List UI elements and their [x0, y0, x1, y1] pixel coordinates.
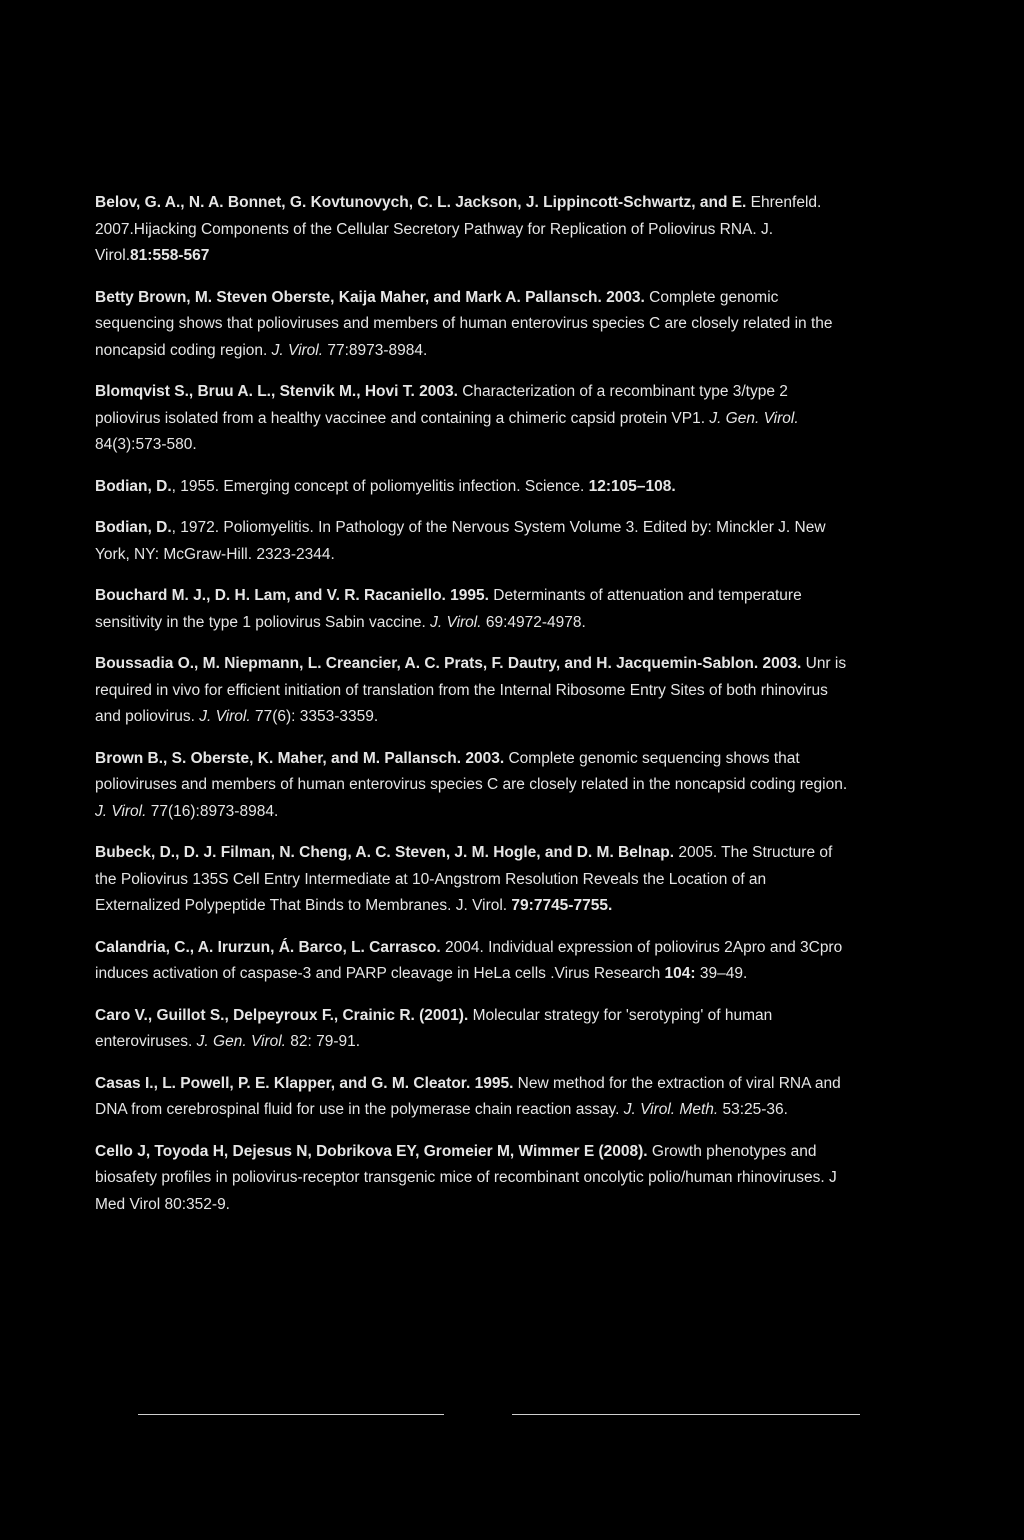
- reference-title: Complete genomic sequencing shows that polioviruses and members of human enterovirus species C are closely related in the noncapsid coding region.: [95, 288, 833, 359]
- reference-authors: Belov, G. A., N. A. Bonnet, G. Kovtunovych, C. L. Jackson, J. Lippincott-Schwartz, and E.: [95, 194, 747, 211]
- reference-journal: J. Gen. Virol.: [709, 409, 799, 427]
- reference-title: Characterization of a recombinant type 3/type 2 poliovirus isolated from a healthy vaccinee and containing a chimeric capsid protein VP1.: [95, 383, 788, 427]
- reference-title: Determinants of attenuation and temperature sensitivity in the type 1 poliovirus Sabin vaccine.: [95, 587, 802, 631]
- reference-citation: 104:: [664, 965, 696, 982]
- reference-bodian-1972: [95, 515, 855, 568]
- reference-bubeck: [95, 840, 855, 920]
- reference-citation: 77(6): 3353-3359.: [250, 708, 379, 725]
- reference-authors: Betty Brown, M. Steven Oberste, Kaija Maher, and Mark A. Pallansch. 2003.: [95, 288, 645, 306]
- reference-list: [95, 190, 855, 1233]
- reference-bodian-1955: [95, 474, 855, 501]
- reference-title: Poliomyelitis. In Pathology of the Nervous System Volume 3. Edited by: Minckler J. New York, NY: McGraw-Hill. 2323-2344.: [95, 519, 826, 563]
- reference-journal: J. Gen. Virol.: [196, 1033, 286, 1050]
- reference-journal: J. Virol.: [430, 613, 482, 631]
- reference-authors: Bouchard M. J., D. H. Lam, and V. R. Racaniello. 1995.: [95, 587, 489, 604]
- reference-citation: 53:25-36.: [718, 1101, 788, 1118]
- reference-boussadia: [95, 651, 855, 731]
- reference-authors: Brown B., S. Oberste, K. Maher, and M. Pallansch. 2003.: [95, 749, 505, 767]
- reference-journal: J. Virol.: [199, 708, 251, 725]
- reference-citation: 82: 79-91.: [285, 1033, 361, 1050]
- footer-rule-left: [138, 1414, 444, 1415]
- reference-citation: 79:7745-7755.: [511, 897, 613, 914]
- reference-authors: Bodian, D.: [95, 519, 172, 536]
- reference-bouchard: [95, 583, 855, 636]
- reference-authors: Boussadia O., M. Niepmann, L. Creancier, A. C. Prats, F. Dautry, and H. Jacquemin-Sablon. 2003.: [95, 655, 802, 672]
- footer-rule-right: [512, 1414, 860, 1415]
- reference-author-tail: Ehrenfeld.: [746, 194, 822, 211]
- reference-brown-b: [95, 746, 855, 826]
- reference-journal: J. Virol.: [95, 802, 147, 820]
- reference-title: Unr is required in vivo for efficient initiation of translation from the Internal Ribosome Entry Sites of both rhinovirus and poliovirus.: [95, 655, 847, 725]
- reference-citation: 77:8973-8984.: [323, 341, 428, 359]
- reference-title: New method for the extraction of viral RNA and DNA from cerebrospinal fluid for use in the polymerase chain reaction assay.: [95, 1074, 841, 1118]
- reference-caro: [95, 1003, 855, 1056]
- reference-journal: J. Virol. Meth.: [623, 1101, 719, 1118]
- reference-pages: 39–49.: [695, 965, 748, 982]
- reference-calandria: [95, 935, 855, 988]
- reference-title: The Structure of the Poliovirus 135S Cell Entry Intermediate at 10-Angstrom Resolution Reveals the Location of an Externalized Polypeptide That Binds to Membranes. J. Virol.: [95, 844, 833, 914]
- reference-title: Molecular strategy for 'serotyping' of human enteroviruses.: [95, 1006, 773, 1050]
- reference-year: 2004.: [440, 938, 489, 956]
- reference-authors: Bubeck, D., D. J. Filman, N. Cheng, A. C. Steven, J. M. Hogle, and D. M. Belnap.: [95, 844, 675, 861]
- reference-citation: 84(3):573-580.: [95, 436, 197, 453]
- reference-citation: 77(16):8973-8984.: [146, 802, 279, 820]
- reference-authors: Cello J, Toyoda H, Dejesus N, Dobrikova EY, Gromeier M, Wimmer E (2008).: [95, 1142, 648, 1160]
- reference-authors: Casas I., L. Powell, P. E. Klapper, and G. M. Cleator. 1995.: [95, 1074, 514, 1092]
- reference-authors: Bodian, D.: [95, 477, 172, 495]
- reference-title: Emerging concept of poliomyelitis infection. Science.: [223, 477, 589, 495]
- reference-citation: 69:4972-4978.: [481, 613, 586, 631]
- reference-citation: 81:558-567: [130, 247, 210, 264]
- reference-title: Hijacking Components of the Cellular Secretory Pathway for Replication of Poliovirus RNA. J. Virol.: [95, 220, 774, 264]
- reference-belov: [95, 190, 855, 270]
- reference-year: , 1972.: [171, 519, 224, 536]
- reference-blomqvist: [95, 379, 855, 459]
- footer-rules: [0, 1414, 1024, 1416]
- reference-cello: [95, 1139, 855, 1219]
- reference-year: 2005.: [674, 844, 722, 861]
- reference-brown-betty: [95, 285, 855, 365]
- reference-authors: Calandria, C., A. Irurzun, Á. Barco, L. Carrasco.: [95, 938, 441, 956]
- reference-journal: J. Virol.: [271, 341, 324, 359]
- reference-title: Individual expression of poliovirus 2Apro and 3Cpro induces activation of caspase-3 and PARP cleavage in HeLa cells .Virus Research: [95, 938, 843, 982]
- reference-title: Complete genomic sequencing shows that polioviruses and members of human enterovirus species C are closely related in the noncapsid coding region.: [95, 749, 848, 793]
- reference-authors: Blomqvist S., Bruu A. L., Stenvik M., Hovi T. 2003.: [95, 383, 458, 400]
- reference-casas: [95, 1071, 855, 1124]
- reference-title: Growth phenotypes and biosafety profiles in poliovirus-receptor transgenic mice of recombinant oncolytic polio/human rhinoviruses. J Med Virol 80:352-9.: [95, 1142, 837, 1213]
- reference-year: 2007.: [95, 220, 134, 238]
- reference-citation: 12:105–108.: [588, 477, 676, 495]
- reference-authors: Caro V., Guillot S., Delpeyroux F., Crainic R. (2001).: [95, 1006, 469, 1024]
- reference-year: , 1955.: [171, 477, 224, 495]
